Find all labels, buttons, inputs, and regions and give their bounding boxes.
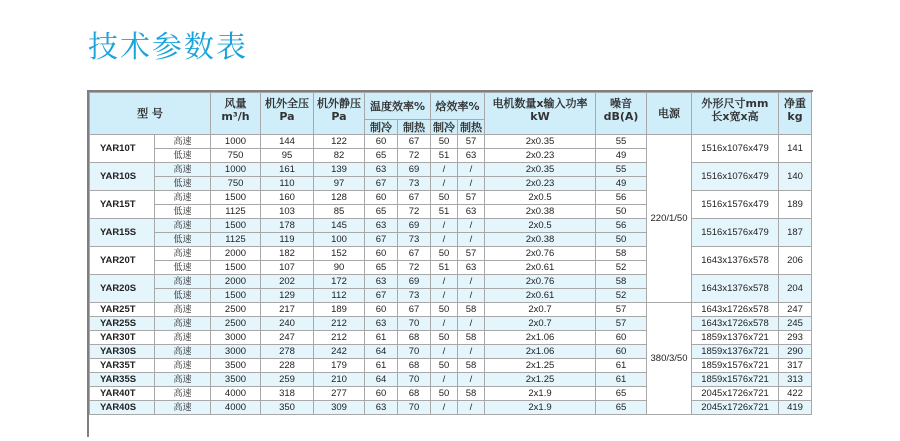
cell-motor: 2x0.76 [485, 247, 596, 261]
cell-total-pressure: 110 [261, 177, 314, 191]
cell-weight: 245 [779, 317, 812, 331]
cell-total-pressure: 278 [261, 345, 314, 359]
cell-temp-heat: 67 [398, 191, 431, 205]
cell-temp-cool: 63 [365, 317, 398, 331]
cell-enthalpy-heat: / [458, 345, 485, 359]
cell-motor: 2x0.23 [485, 177, 596, 191]
cell-motor: 2x1.06 [485, 331, 596, 345]
model-name: YAR40S [90, 401, 155, 415]
cell-enthalpy-cool: 51 [431, 261, 458, 275]
cell-airflow: 2500 [211, 317, 261, 331]
cell-enthalpy-cool: / [431, 289, 458, 303]
cell-temp-cool: 60 [365, 303, 398, 317]
cell-speed: 高速 [155, 345, 211, 359]
cell-motor: 2x0.5 [485, 191, 596, 205]
cell-enthalpy-cool: 50 [431, 331, 458, 345]
cell-weight: 141 [779, 135, 812, 163]
cell-temp-heat: 68 [398, 387, 431, 401]
cell-total-pressure: 107 [261, 261, 314, 275]
cell-noise: 55 [596, 163, 647, 177]
header-dims-sub: 长x宽x高 [711, 110, 759, 123]
cell-noise: 65 [596, 387, 647, 401]
header-noise-unit: dB(A) [603, 110, 639, 123]
header-dims-label: 外形尺寸mm [701, 97, 769, 110]
cell-enthalpy-heat: / [458, 317, 485, 331]
cell-enthalpy-heat: / [458, 289, 485, 303]
cell-motor: 2x1.9 [485, 401, 596, 415]
cell-airflow: 4000 [211, 401, 261, 415]
cell-dimensions: 1643x1726x578 [692, 317, 779, 331]
cell-enthalpy-heat: 57 [458, 247, 485, 261]
cell-dimensions: 2045x1726x721 [692, 387, 779, 401]
model-name: YAR10T [90, 135, 155, 163]
model-name: YAR25S [90, 317, 155, 331]
cell-airflow: 3000 [211, 331, 261, 345]
cell-motor: 2x1.25 [485, 359, 596, 373]
cell-weight: 189 [779, 191, 812, 219]
cell-noise: 56 [596, 219, 647, 233]
table-row [90, 247, 812, 261]
cell-temp-heat: 73 [398, 233, 431, 247]
cell-temp-cool: 67 [365, 177, 398, 191]
cell-enthalpy-heat: / [458, 219, 485, 233]
cell-static-pressure: 128 [314, 191, 365, 205]
cell-airflow: 3500 [211, 359, 261, 373]
model-name: YAR35S [90, 373, 155, 387]
cell-total-pressure: 144 [261, 135, 314, 149]
cell-motor: 2x0.7 [485, 303, 596, 317]
cell-static-pressure: 100 [314, 233, 365, 247]
cell-static-pressure: 90 [314, 261, 365, 275]
cell-airflow: 2000 [211, 247, 261, 261]
cell-speed: 高速 [155, 331, 211, 345]
cell-total-pressure: 202 [261, 275, 314, 289]
cell-noise: 56 [596, 191, 647, 205]
cell-total-pressure: 129 [261, 289, 314, 303]
cell-enthalpy-cool: / [431, 345, 458, 359]
model-name: YAR30T [90, 331, 155, 345]
cell-speed: 高速 [155, 191, 211, 205]
cell-enthalpy-cool: 50 [431, 303, 458, 317]
cell-total-pressure: 240 [261, 317, 314, 331]
cell-enthalpy-heat: 57 [458, 135, 485, 149]
header-temp-heat: 制热 [398, 120, 431, 135]
cell-motor: 2x0.35 [485, 163, 596, 177]
spec-table-body [90, 135, 812, 415]
cell-motor: 2x0.38 [485, 233, 596, 247]
cell-temp-heat: 72 [398, 261, 431, 275]
table-row [90, 163, 812, 177]
cell-static-pressure: 85 [314, 205, 365, 219]
cell-airflow: 2500 [211, 303, 261, 317]
cell-weight: 419 [779, 401, 812, 415]
header-enthalpy-eff: 焓效率% [431, 93, 485, 120]
cell-motor: 2x0.35 [485, 135, 596, 149]
cell-weight: 317 [779, 359, 812, 373]
cell-enthalpy-heat: 58 [458, 303, 485, 317]
cell-enthalpy-heat: 58 [458, 359, 485, 373]
cell-noise: 61 [596, 373, 647, 387]
cell-temp-cool: 63 [365, 219, 398, 233]
cell-dimensions: 1643x1726x578 [692, 303, 779, 317]
cell-weight: 206 [779, 247, 812, 275]
header-static-pressure-unit: Pa [331, 110, 347, 123]
header-motor-unit: kW [530, 110, 550, 123]
cell-static-pressure: 152 [314, 247, 365, 261]
cell-temp-heat: 73 [398, 177, 431, 191]
header-power: 电源 [647, 93, 692, 135]
cell-static-pressure: 145 [314, 219, 365, 233]
cell-total-pressure: 259 [261, 373, 314, 387]
cell-total-pressure: 228 [261, 359, 314, 373]
cell-noise: 49 [596, 149, 647, 163]
cell-airflow: 1500 [211, 191, 261, 205]
cell-temp-cool: 60 [365, 191, 398, 205]
cell-airflow: 2000 [211, 275, 261, 289]
cell-total-pressure: 217 [261, 303, 314, 317]
cell-enthalpy-heat: / [458, 233, 485, 247]
cell-speed: 高速 [155, 359, 211, 373]
cell-dimensions: 1516x1076x479 [692, 135, 779, 163]
table-row [90, 401, 812, 415]
cell-motor: 2x0.61 [485, 289, 596, 303]
header-temp-cool: 制冷 [365, 120, 398, 135]
model-name: YAR15T [90, 191, 155, 219]
model-name: YAR20S [90, 275, 155, 303]
cell-noise: 58 [596, 247, 647, 261]
cell-temp-heat: 70 [398, 345, 431, 359]
header-static-pressure-label: 机外静压 [317, 97, 361, 110]
header-airflow-unit: m³/h [221, 110, 250, 123]
cell-airflow: 1500 [211, 261, 261, 275]
cell-noise: 52 [596, 289, 647, 303]
header-motor [485, 93, 596, 135]
cell-speed: 高速 [155, 135, 211, 149]
cell-temp-heat: 72 [398, 205, 431, 219]
header-airflow-label: 风量 [224, 97, 247, 110]
header-weight [779, 93, 812, 135]
cell-static-pressure: 212 [314, 331, 365, 345]
cell-temp-heat: 69 [398, 163, 431, 177]
cell-speed: 高速 [155, 373, 211, 387]
header-weight-label: 净重 [784, 97, 806, 110]
cell-airflow: 1000 [211, 163, 261, 177]
cell-static-pressure: 189 [314, 303, 365, 317]
cell-motor: 2x1.9 [485, 387, 596, 401]
cell-enthalpy-cool: / [431, 219, 458, 233]
cell-enthalpy-heat: 63 [458, 205, 485, 219]
cell-noise: 65 [596, 401, 647, 415]
cell-noise: 50 [596, 233, 647, 247]
cell-temp-heat: 70 [398, 401, 431, 415]
table-row [90, 135, 812, 149]
cell-speed: 高速 [155, 275, 211, 289]
header-static-pressure [314, 93, 365, 135]
cell-temp-heat: 73 [398, 289, 431, 303]
cell-temp-cool: 67 [365, 289, 398, 303]
model-name: YAR20T [90, 247, 155, 275]
cell-temp-heat: 69 [398, 219, 431, 233]
header-weight-unit: kg [787, 110, 803, 123]
cell-temp-heat: 69 [398, 275, 431, 289]
header-motor-label: 电机数量x输入功率 [492, 97, 588, 110]
cell-temp-heat: 70 [398, 373, 431, 387]
cell-total-pressure: 178 [261, 219, 314, 233]
cell-static-pressure: 172 [314, 275, 365, 289]
header-total-pressure-label: 机外全压 [265, 97, 309, 110]
cell-dimensions: 1859x1376x721 [692, 331, 779, 345]
cell-speed: 低速 [155, 177, 211, 191]
cell-weight: 293 [779, 331, 812, 345]
header-enthalpy-heat: 制热 [458, 120, 485, 135]
header-model: 型 号 [90, 93, 211, 135]
cell-total-pressure: 318 [261, 387, 314, 401]
cell-temp-cool: 63 [365, 401, 398, 415]
cell-dimensions: 1643x1376x578 [692, 275, 779, 303]
cell-temp-cool: 60 [365, 247, 398, 261]
cell-temp-cool: 65 [365, 205, 398, 219]
cell-temp-cool: 65 [365, 261, 398, 275]
cell-motor: 2x1.25 [485, 373, 596, 387]
model-name: YAR25T [90, 303, 155, 317]
cell-airflow: 3500 [211, 373, 261, 387]
cell-speed: 低速 [155, 289, 211, 303]
cell-noise: 49 [596, 177, 647, 191]
model-name: YAR10S [90, 163, 155, 191]
header-dims [692, 93, 779, 135]
cell-static-pressure: 139 [314, 163, 365, 177]
spec-table [89, 92, 812, 415]
cell-temp-heat: 70 [398, 317, 431, 331]
cell-temp-cool: 64 [365, 345, 398, 359]
table-row [90, 359, 812, 373]
cell-speed: 低速 [155, 233, 211, 247]
table-row [90, 275, 812, 289]
header-airflow [211, 93, 261, 135]
cell-airflow: 4000 [211, 387, 261, 401]
cell-temp-cool: 60 [365, 135, 398, 149]
cell-static-pressure: 82 [314, 149, 365, 163]
table-row [90, 387, 812, 401]
cell-airflow: 1500 [211, 219, 261, 233]
cell-temp-cool: 63 [365, 163, 398, 177]
cell-motor: 2x0.38 [485, 205, 596, 219]
header-total-pressure [261, 93, 314, 135]
cell-speed: 高速 [155, 219, 211, 233]
cell-static-pressure: 212 [314, 317, 365, 331]
cell-motor: 2x0.61 [485, 261, 596, 275]
header-enthalpy-cool: 制冷 [431, 120, 458, 135]
cell-noise: 50 [596, 205, 647, 219]
cell-noise: 60 [596, 345, 647, 359]
power-supply: 380/3/50 [647, 303, 692, 415]
cell-total-pressure: 103 [261, 205, 314, 219]
model-name: YAR30S [90, 345, 155, 359]
header-total-pressure-unit: Pa [279, 110, 295, 123]
cell-temp-heat: 68 [398, 359, 431, 373]
cell-noise: 61 [596, 359, 647, 373]
cell-enthalpy-heat: 63 [458, 149, 485, 163]
cell-speed: 高速 [155, 303, 211, 317]
table-row [90, 303, 812, 317]
cell-speed: 高速 [155, 247, 211, 261]
cell-enthalpy-cool: 50 [431, 247, 458, 261]
header-temp-eff: 温度效率% [365, 93, 431, 120]
cell-enthalpy-heat: 58 [458, 331, 485, 345]
cell-weight: 140 [779, 163, 812, 191]
cell-airflow: 1125 [211, 233, 261, 247]
cell-temp-heat: 72 [398, 149, 431, 163]
cell-enthalpy-cool: 50 [431, 387, 458, 401]
table-row [90, 317, 812, 331]
cell-speed: 低速 [155, 205, 211, 219]
cell-airflow: 1125 [211, 205, 261, 219]
table-row [90, 373, 812, 387]
cell-total-pressure: 247 [261, 331, 314, 345]
cell-weight: 187 [779, 219, 812, 247]
cell-airflow: 750 [211, 149, 261, 163]
cell-static-pressure: 179 [314, 359, 365, 373]
cell-dimensions: 1859x1376x721 [692, 345, 779, 359]
cell-total-pressure: 182 [261, 247, 314, 261]
cell-static-pressure: 277 [314, 387, 365, 401]
table-row [90, 331, 812, 345]
model-name: YAR40T [90, 387, 155, 401]
cell-speed: 高速 [155, 317, 211, 331]
cell-temp-cool: 67 [365, 233, 398, 247]
cell-speed: 高速 [155, 387, 211, 401]
cell-dimensions: 1643x1376x578 [692, 247, 779, 275]
cell-total-pressure: 161 [261, 163, 314, 177]
cell-dimensions: 1859x1576x721 [692, 373, 779, 387]
cell-static-pressure: 309 [314, 401, 365, 415]
cell-enthalpy-heat: / [458, 163, 485, 177]
cell-motor: 2x0.7 [485, 317, 596, 331]
cell-enthalpy-heat: 57 [458, 191, 485, 205]
cell-enthalpy-heat: / [458, 373, 485, 387]
cell-enthalpy-heat: 58 [458, 387, 485, 401]
cell-speed: 高速 [155, 401, 211, 415]
cell-total-pressure: 160 [261, 191, 314, 205]
cell-enthalpy-cool: / [431, 163, 458, 177]
cell-dimensions: 1516x1576x479 [692, 219, 779, 247]
cell-enthalpy-heat: 63 [458, 261, 485, 275]
cell-enthalpy-heat: / [458, 177, 485, 191]
cell-noise: 55 [596, 135, 647, 149]
cell-noise: 57 [596, 317, 647, 331]
cell-temp-cool: 61 [365, 359, 398, 373]
cell-dimensions: 1516x1576x479 [692, 191, 779, 219]
spec-table-container [87, 90, 813, 437]
cell-enthalpy-cool: / [431, 373, 458, 387]
cell-motor: 2x0.5 [485, 219, 596, 233]
cell-dimensions: 2045x1726x721 [692, 401, 779, 415]
cell-airflow: 1500 [211, 289, 261, 303]
cell-motor: 2x0.76 [485, 275, 596, 289]
cell-noise: 57 [596, 303, 647, 317]
cell-motor: 2x1.06 [485, 345, 596, 359]
table-row [90, 345, 812, 359]
table-row [90, 191, 812, 205]
cell-weight: 313 [779, 373, 812, 387]
cell-total-pressure: 95 [261, 149, 314, 163]
cell-temp-heat: 67 [398, 135, 431, 149]
cell-static-pressure: 242 [314, 345, 365, 359]
cell-dimensions: 1516x1076x479 [692, 163, 779, 191]
table-row [90, 219, 812, 233]
cell-temp-cool: 65 [365, 149, 398, 163]
cell-noise: 52 [596, 261, 647, 275]
cell-temp-heat: 68 [398, 331, 431, 345]
header-noise [596, 93, 647, 135]
cell-enthalpy-heat: / [458, 275, 485, 289]
cell-speed: 高速 [155, 163, 211, 177]
cell-temp-cool: 60 [365, 387, 398, 401]
model-name: YAR15S [90, 219, 155, 247]
cell-enthalpy-cool: 51 [431, 149, 458, 163]
cell-enthalpy-cool: / [431, 317, 458, 331]
cell-enthalpy-cool: / [431, 177, 458, 191]
page-title: 技术参数表 [88, 30, 248, 65]
power-supply: 220/1/50 [647, 135, 692, 303]
cell-weight: 204 [779, 275, 812, 303]
cell-dimensions: 1859x1576x721 [692, 359, 779, 373]
model-name: YAR35T [90, 359, 155, 373]
cell-noise: 60 [596, 331, 647, 345]
cell-static-pressure: 210 [314, 373, 365, 387]
header-noise-label: 噪音 [610, 97, 632, 110]
cell-airflow: 1000 [211, 135, 261, 149]
cell-motor: 2x0.23 [485, 149, 596, 163]
cell-temp-cool: 63 [365, 275, 398, 289]
cell-enthalpy-cool: 50 [431, 135, 458, 149]
cell-weight: 290 [779, 345, 812, 359]
cell-static-pressure: 97 [314, 177, 365, 191]
cell-temp-heat: 67 [398, 303, 431, 317]
cell-enthalpy-cool: 50 [431, 359, 458, 373]
cell-temp-cool: 61 [365, 331, 398, 345]
cell-static-pressure: 122 [314, 135, 365, 149]
cell-noise: 58 [596, 275, 647, 289]
cell-airflow: 750 [211, 177, 261, 191]
cell-speed: 低速 [155, 149, 211, 163]
cell-enthalpy-cool: / [431, 233, 458, 247]
cell-airflow: 3000 [211, 345, 261, 359]
cell-temp-heat: 67 [398, 247, 431, 261]
cell-enthalpy-heat: / [458, 401, 485, 415]
cell-enthalpy-cool: 50 [431, 191, 458, 205]
cell-weight: 247 [779, 303, 812, 317]
cell-enthalpy-cool: / [431, 401, 458, 415]
cell-total-pressure: 119 [261, 233, 314, 247]
cell-static-pressure: 112 [314, 289, 365, 303]
cell-total-pressure: 350 [261, 401, 314, 415]
cell-speed: 低速 [155, 261, 211, 275]
cell-enthalpy-cool: / [431, 275, 458, 289]
cell-enthalpy-cool: 51 [431, 205, 458, 219]
cell-weight: 422 [779, 387, 812, 401]
cell-temp-cool: 64 [365, 373, 398, 387]
